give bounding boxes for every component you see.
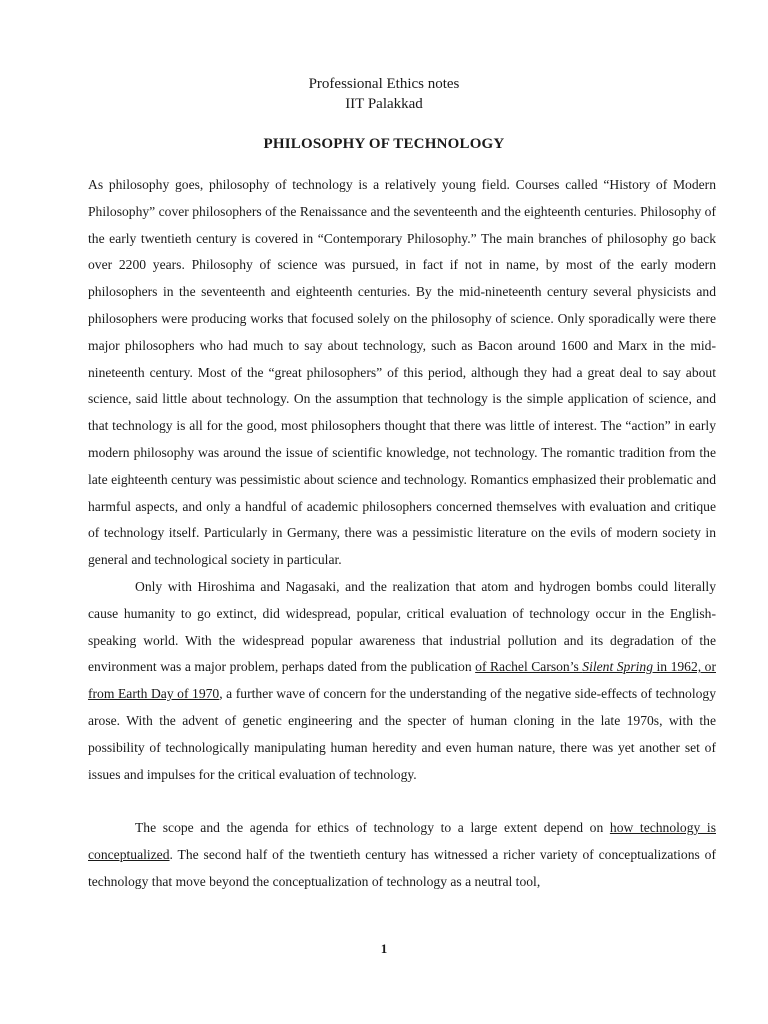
paragraph-3-text-a: The scope and the agenda for ethics of technology to a large extent depend on xyxy=(135,820,610,836)
paragraph-3 xyxy=(88,815,716,895)
underlined-reference-text-b: in 1962, or from Earth Day of 1970 xyxy=(88,659,716,702)
page-number: 1 xyxy=(380,941,388,956)
paragraph-2-text-b: , a further wave of concern for the understanding of the negative side-effects of technology arose. With the advent of genetic engineering and the specter of human cloning in the late 1970s, with the possibility of technologically manipulating human heredity and even human nature, there was yet another set of issues and impulses for the critical evaluation of technology. xyxy=(88,686,716,782)
paragraph-3-text-b: . The second half of the twentieth century has witnessed a richer variety of conceptualizations of technology that move beyond the conceptualization of technology as a neutral tool, xyxy=(88,846,716,889)
paragraph-1: As philosophy goes, philosophy of technology is a relatively young field. Courses called “History of Modern Philosophy” cover philosophers of the Renaissance and the seventeenth and the eighteenth centuries. Philosophy of the early twentieth century is covered in “Contemporary Philosophy.” The main branches of philosophy go back over 2200 years. Philosophy of science was pursued, in fact if not in name, by most of the early modern philosophers in the seventeenth and eighteenth centuries. By the mid-nineteenth century several physicists and philosophers were producing works that focused solely on the philosophy of science. Only sporadically were there major philosophers who had much to say about technology, such as Bacon around 1600 and Marx in the mid-nineteenth century. Most of the “great philosophers” of this period, although they had a great deal to say about science, said little about technology. On the assumption that technology is the simple application of science, and that technology is all for the good, most philosophers thought that there was little of interest. The “action” in early modern philosophy was around the issue of scientific knowledge, not technology. The romantic tradition from the late eighteenth century was pessimistic about science and technology. Romantics emphasized their problematic and harmful aspects, and only a handful of academic philosophers concerned themselves with evaluation and critique of technology itself. Particularly in Germany, there was a pessimistic literature on the evils of modern society in general and technological society in particular. xyxy=(88,177,716,568)
course-title: Professional Ethics notes xyxy=(308,76,460,92)
book-title-italic: Silent Spring xyxy=(582,659,654,675)
section-heading: PHILOSOPHY OF TECHNOLOGY xyxy=(263,136,505,152)
paragraph-2 xyxy=(88,574,716,788)
document-body xyxy=(88,172,716,896)
document-header xyxy=(0,74,768,114)
paragraph-2-text-a: Only with Hiroshima and Nagasaki, and the realization that atom and hydrogen bombs could literally cause humanity to go extinct, did widespread, popular, critical evaluation of technology occur in the English-speaking world. With the widespread popular awareness that industrial pollution and its degradation of the environment was a major problem, perhaps dated from the publication xyxy=(88,578,716,675)
institution-name: IIT Palakkad xyxy=(345,96,423,112)
underlined-reference-text-a: of Rachel Carson’s xyxy=(475,659,583,675)
underlined-phrase: how technology is conceptualized xyxy=(88,820,716,862)
